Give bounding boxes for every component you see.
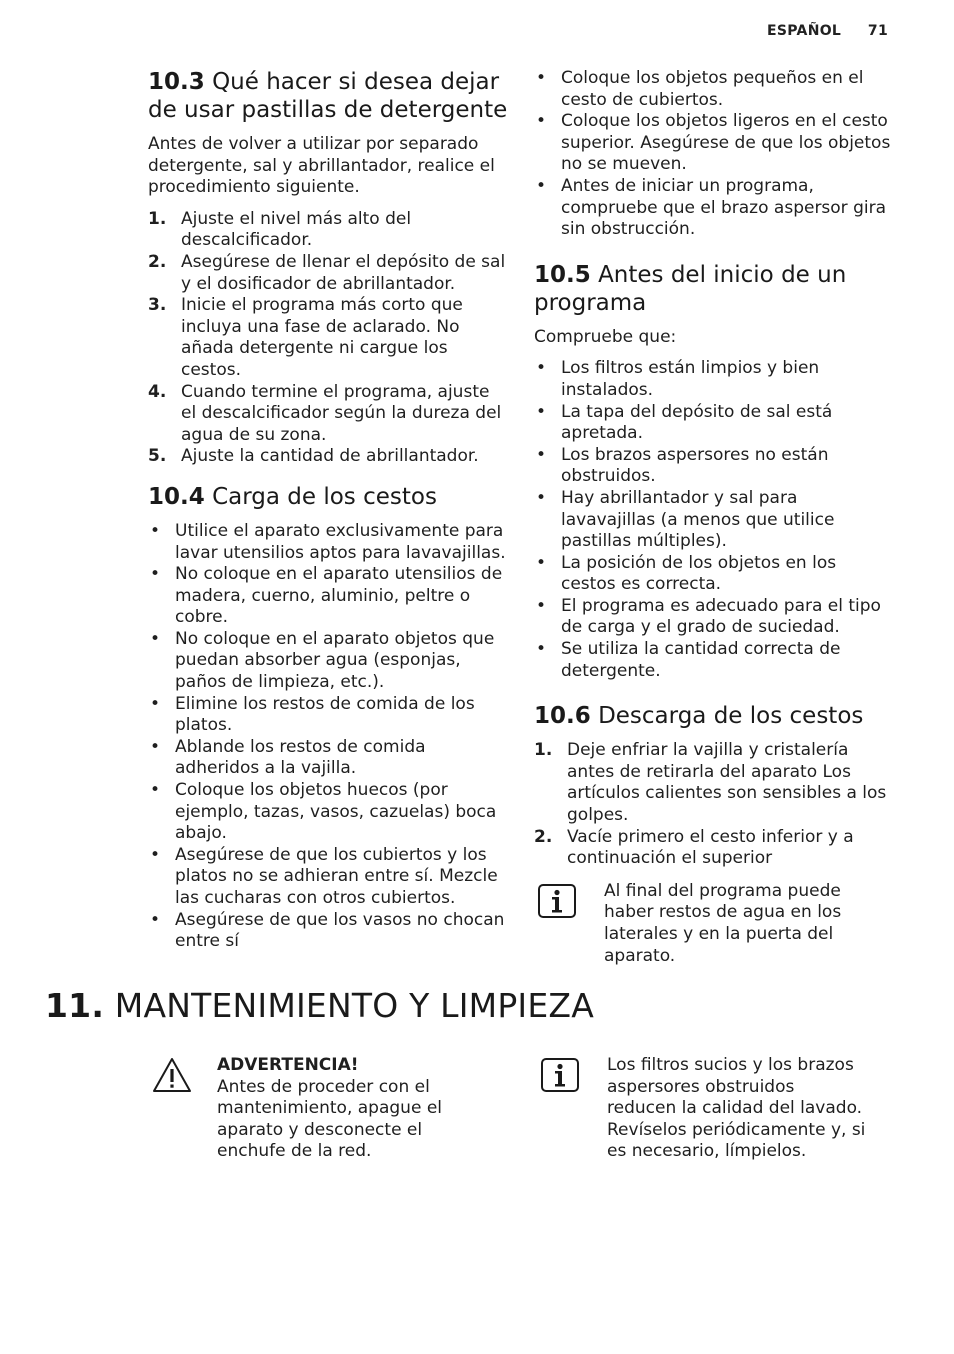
list-item: • Los brazos aspersores no están obstruidos.	[534, 445, 894, 488]
step-text: Ajuste el nivel más alto del descalcificador.	[181, 208, 412, 251]
info-icon	[538, 884, 576, 918]
step-text: Ajuste la cantidad de abrillantador.	[181, 446, 479, 467]
step-number: 5.	[148, 446, 167, 467]
list-item: • Ablande los restos de comida adheridos a la vajilla.	[148, 737, 510, 780]
section-10-4-heading: 10.4 Carga de los cestos	[148, 483, 437, 510]
section-10-5-intro: Compruebe que:	[534, 326, 677, 347]
list-item: • Utilice el aparato exclusivamente para lavar utensilios aptos para lavavajillas.	[148, 521, 510, 564]
step-number: 2.	[148, 251, 167, 272]
list-item: • Coloque los objetos pequeños en el cesto de cubiertos.	[534, 68, 894, 111]
list-item: • Coloque los objetos ligeros en el cesto superior. Asegúrese de que los objetos no se mueven.	[534, 111, 894, 176]
list-item	[148, 295, 510, 381]
language-label: ESPAÑOL	[767, 23, 842, 39]
section-10-5-heading: 10.5 Antes del inicio de un programa	[534, 261, 847, 316]
list-item: • Hay abrillantador y sal para lavavajillas (a menos que utilice pastillas múltiples).	[534, 488, 894, 553]
warning-text: Antes de proceder con el mantenimiento, apague el aparato y desconecte el enchufe de la red.	[217, 1076, 443, 1162]
section-10-5-bullets	[534, 358, 894, 682]
list-item: • No coloque en el aparato utensilios de madera, cuerno, aluminio, peltre o cobre.	[148, 564, 510, 629]
chapter-11-heading: 11. MANTENIMIENTO Y LIMPIEZA	[45, 986, 594, 1025]
list-item: • Se utiliza la cantidad correcta de detergente.	[534, 639, 894, 682]
list-item: • Coloque los objetos huecos (por ejemplo, tazas, vasos, cazuelas) boca abajo.	[148, 780, 510, 845]
warning-icon	[152, 1057, 192, 1093]
page-number: 71	[867, 23, 888, 39]
step-number: 2.	[534, 826, 553, 847]
step-text: Deje enfriar la vajilla y cristalería antes de retirarla del aparato Los artículos calientes son sensibles a los golpes.	[567, 740, 887, 826]
info-icon	[541, 1058, 579, 1092]
section-10-3-intro: Antes de volver a utilizar por separado detergente, sal y abrillantador, realice el procedimiento siguiente.	[148, 134, 495, 198]
list-item: • Los filtros están limpios y bien instalados.	[534, 358, 894, 401]
step-text: Asegúrese de llenar el depósito de sal y el dosificador de abrillantador.	[181, 251, 506, 294]
warning-title: ADVERTENCIA!	[217, 1055, 359, 1075]
warning-block	[150, 1055, 470, 1163]
list-item: • El programa es adecuado para el tipo de carga y el grado de suciedad.	[534, 596, 894, 639]
step-number: 1.	[534, 740, 553, 761]
step-text: Cuando termine el programa, ajuste el descalcificador según la dureza del agua de su zona.	[181, 381, 502, 445]
section-10-6-heading: 10.6 Descarga de los cestos	[534, 703, 864, 730]
list-item: • No coloque en el aparato objetos que puedan absorber agua (esponjas, paños de limpieza, etc.).	[148, 629, 510, 694]
section-10-3-steps	[148, 209, 510, 468]
list-item	[148, 446, 510, 468]
maintenance-info-text: Los filtros sucios y los brazos aspersores obstruidos reducen la calidad del lavado. Revíselos periódicamente y, si es necesario, límpielos.	[607, 1055, 866, 1162]
section-10-4-bullets-continued	[534, 68, 894, 241]
list-item: • Asegúrese de que los cubiertos y los platos no se adhieran entre sí. Mezcle las cucharas con otros cubiertos.	[148, 845, 510, 910]
list-item: • La posición de los objetos en los cestos es correcta.	[534, 553, 894, 596]
maintenance-info-note	[537, 1055, 867, 1163]
step-number: 1.	[148, 208, 167, 229]
step-text: Inicie el programa más corto que incluya una fase de aclarado. No añada detergente ni cargue los cestos.	[181, 295, 463, 380]
right-column	[534, 68, 894, 967]
list-item	[148, 382, 510, 447]
list-item	[534, 827, 894, 870]
list-item: • Elimine los restos de comida de los platos.	[148, 694, 510, 737]
info-note-text: Al final del programa puede haber restos de agua en los laterales y en la puerta del aparato.	[604, 880, 842, 966]
info-note	[534, 881, 894, 967]
list-item: • La tapa del depósito de sal está apretada.	[534, 402, 894, 445]
list-item	[534, 740, 894, 826]
step-number: 3.	[148, 295, 167, 316]
step-number: 4.	[148, 381, 167, 402]
section-10-4-bullets	[148, 521, 510, 953]
step-text: Vacíe primero el cesto inferior y a continuación el superior	[567, 826, 854, 869]
section-10-6-steps	[534, 740, 894, 870]
list-item: • Antes de iniciar un programa, compruebe que el brazo aspersor gira sin obstrucción.	[534, 176, 894, 241]
list-item	[148, 252, 510, 295]
left-column	[148, 68, 510, 953]
list-item: • Asegúrese de que los vasos no chocan entre sí	[148, 910, 510, 953]
list-item	[148, 209, 510, 252]
page-header	[767, 23, 888, 39]
section-10-3-heading: 10.3 Qué hacer si desea dejar de usar pastillas de detergente	[148, 69, 508, 123]
